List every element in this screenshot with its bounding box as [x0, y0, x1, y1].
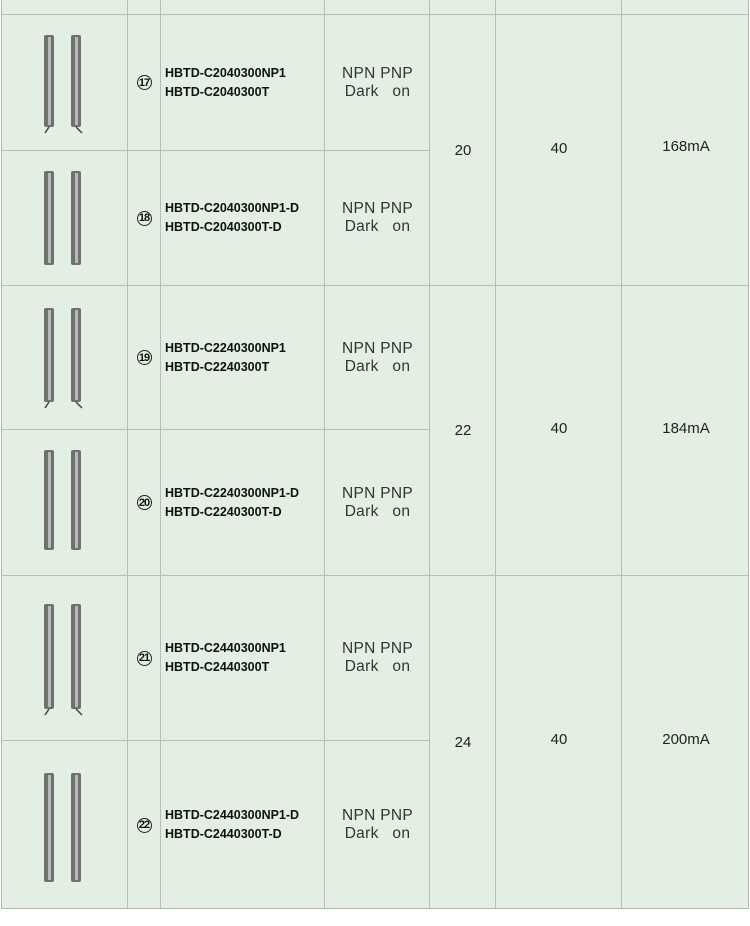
output-type: [342, 485, 413, 521]
output-line: Dark on: [344, 218, 411, 235]
light-curtain-image: [1, 430, 127, 575]
output-type: [342, 65, 413, 101]
light-curtain-cable-icon: [1, 286, 127, 429]
output-line: Dark on: [344, 658, 411, 675]
model-name: HBTD-C2240300NP1-D: [165, 485, 300, 500]
output-line: Dark on: [344, 502, 411, 520]
light-curtain-cable-icon: [1, 576, 127, 740]
model-name: HBTD-C2040300NP1-D: [165, 201, 300, 215]
item-number: 22: [137, 818, 152, 833]
model-names: [165, 199, 299, 237]
item-number: 20: [137, 495, 152, 510]
output-type: [342, 200, 413, 236]
column-divider: [495, 0, 496, 909]
light-curtain-image: [1, 286, 127, 429]
beam-count: 22: [454, 422, 472, 439]
item-number: 18: [137, 211, 152, 226]
product-table: [1, 0, 749, 909]
light-curtain-icon: [1, 151, 127, 285]
output-type: [342, 807, 413, 843]
output-line: NPN PNP: [341, 200, 413, 217]
output-line: Dark on: [344, 357, 411, 375]
column-divider: [324, 0, 325, 909]
output-line: NPN PNP: [341, 640, 413, 657]
model-name: HBTD-C2440300T: [165, 660, 270, 674]
output-type: [342, 640, 413, 676]
light-curtain-image: [1, 15, 127, 150]
current-consumption: 168mA: [662, 137, 710, 155]
light-curtain-cable-icon: [1, 15, 127, 150]
item-number: 21: [137, 651, 152, 666]
model-name: HBTD-C2240300T-D: [165, 504, 282, 519]
model-names: [165, 806, 299, 844]
model-name: HBTD-C2440300NP1: [165, 641, 286, 655]
column-divider: [621, 0, 622, 909]
model-names: [165, 639, 286, 677]
beam-count: 24: [454, 734, 472, 751]
item-number: 17: [137, 75, 152, 90]
beam-spacing: 40: [550, 420, 568, 437]
current-consumption: 200mA: [662, 730, 710, 748]
model-name: HBTD-C2040300NP1: [165, 65, 286, 80]
output-line: Dark on: [344, 82, 411, 100]
model-names: [165, 64, 286, 102]
output-line: NPN PNP: [341, 339, 413, 357]
column-divider: [429, 0, 430, 909]
output-line: NPN PNP: [341, 484, 413, 502]
model-name: HBTD-C2240300T: [165, 359, 270, 374]
light-curtain-icon: [1, 430, 127, 575]
column-divider: [127, 0, 128, 909]
model-name: HBTD-C2440300NP1-D: [165, 808, 300, 822]
model-name: HBTD-C2040300T: [165, 84, 270, 99]
model-name: HBTD-C2440300T-D: [165, 827, 282, 841]
model-name: HBTD-C2240300NP1: [165, 340, 286, 355]
column-divider: [160, 0, 161, 909]
output-line: Dark on: [344, 825, 411, 842]
light-curtain-image: [1, 151, 127, 285]
beam-count: 20: [454, 141, 472, 159]
output-type: [342, 340, 413, 376]
item-number: 19: [137, 350, 152, 365]
beam-spacing: 40: [550, 139, 568, 157]
beam-spacing: 40: [550, 730, 568, 748]
light-curtain-icon: [1, 741, 127, 909]
model-names: [165, 339, 286, 377]
light-curtain-image: [1, 576, 127, 740]
light-curtain-image: [1, 741, 127, 909]
current-consumption: 184mA: [662, 420, 710, 437]
output-line: NPN PNP: [341, 64, 413, 82]
model-name: HBTD-C2040300T-D: [165, 220, 282, 234]
output-line: NPN PNP: [341, 807, 413, 824]
model-names: [165, 484, 299, 522]
